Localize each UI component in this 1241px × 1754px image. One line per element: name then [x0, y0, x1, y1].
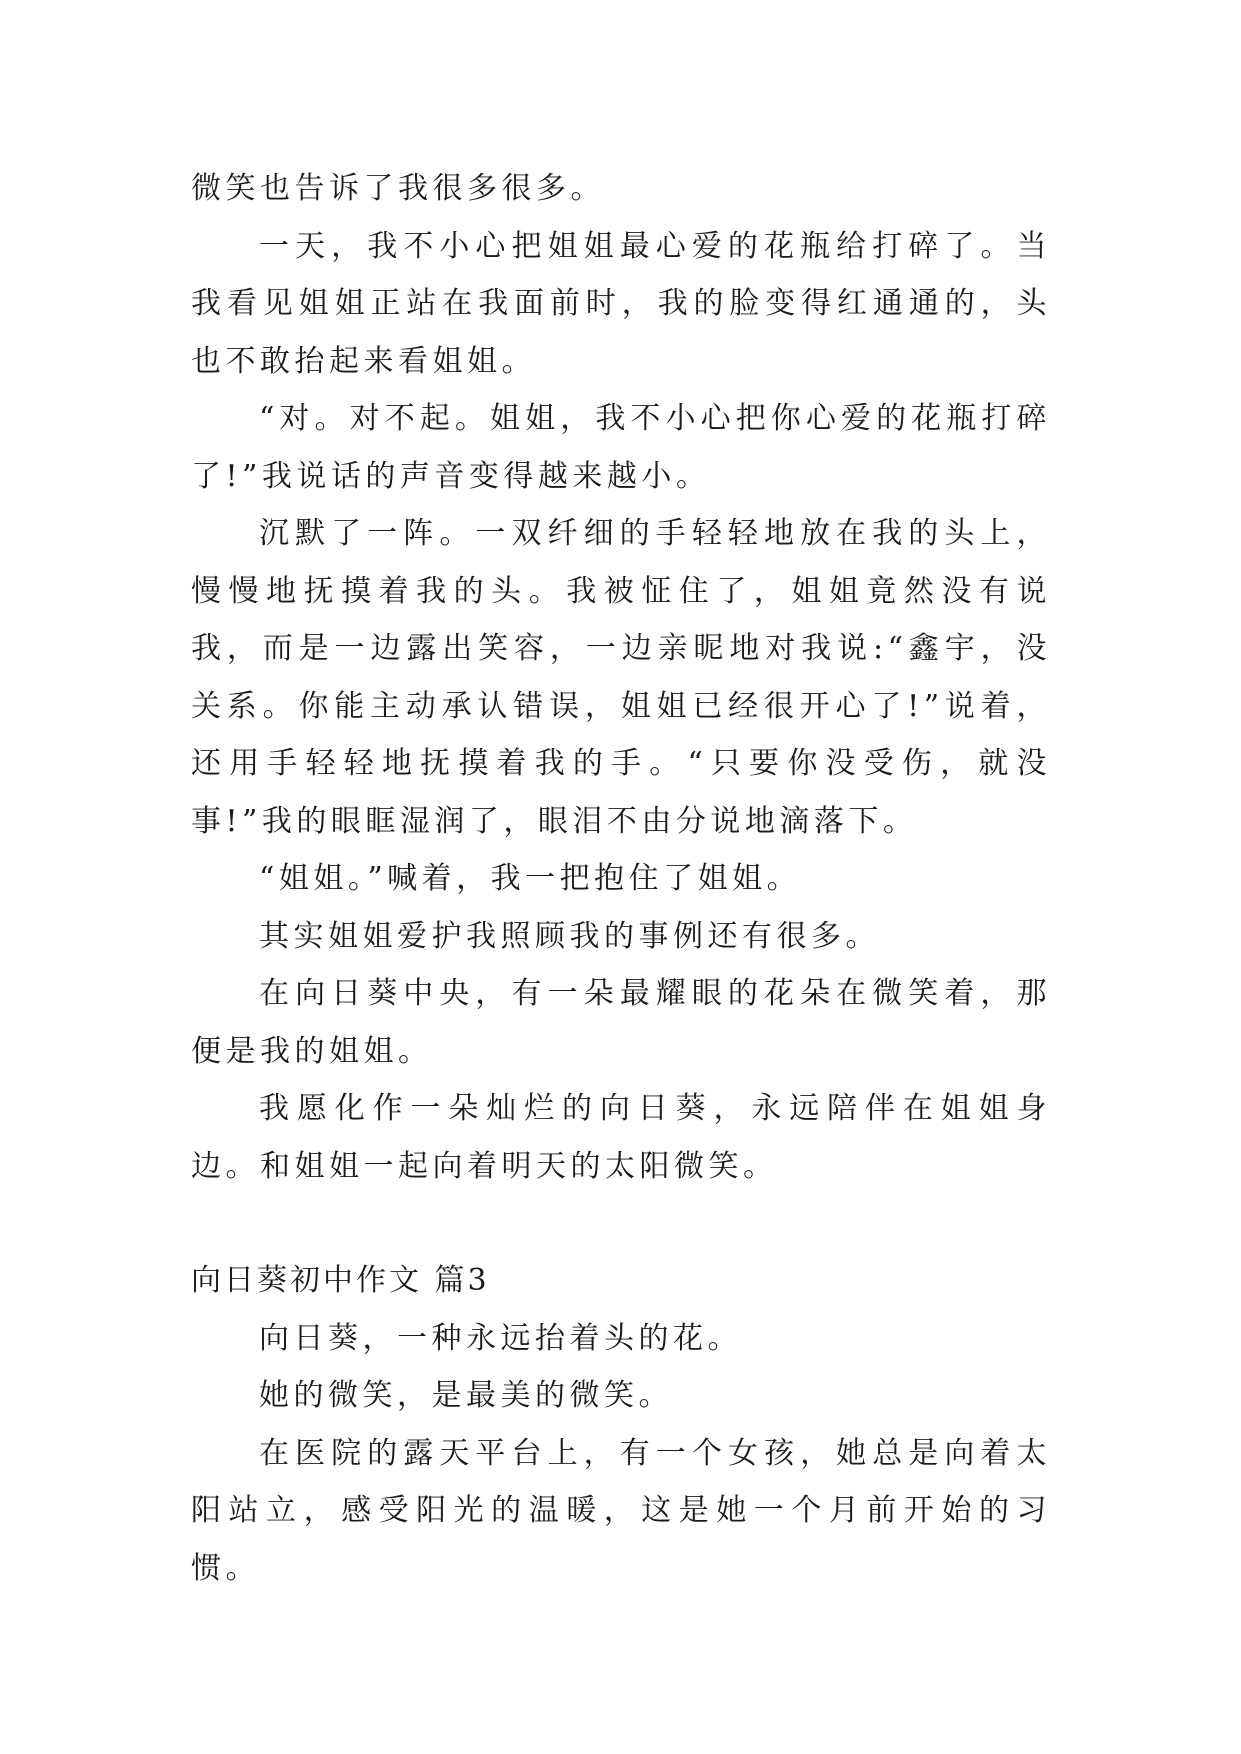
paragraph: 在向日葵中央，有一朵最耀眼的花朵在微笑着，那便是我的姐姐。 [191, 976, 1051, 1069]
paragraph: 向日葵，一种永远抬着头的花。 [259, 1320, 742, 1356]
section-spacer [191, 1195, 1051, 1252]
paragraph: 其实姐姐爱护我照顾我的事例还有很多。 [259, 918, 880, 954]
paragraph-continuation: 微笑也告诉了我很多很多。 [191, 171, 605, 206]
paragraph: 我愿化作一朵灿烂的向日葵，永远陪伴在姐姐身边。和姐姐一起向着明天的太阳微笑。 [191, 1091, 1051, 1184]
paragraph: “姐姐。”喊着，我一把抱住了姐姐。 [259, 861, 802, 896]
paragraph: 在医院的露天平台上，有一个女孩，她总是向着太阳站立，感受阳光的温暖，这是她一个月前开始的习惯。 [191, 1435, 1051, 1586]
paragraph: 沉默了一阵。一双纤细的手轻轻地放在我的头上，慢慢地抚摸着我的头。我被怔住了，姐姐竟然没有说我，而是一边露出笑容，一边亲昵地对我说:“鑫宇，没关系。你能主动承认错误，姐姐已经很开心了!”说着，还用手轻轻地抚摸着我的手。“只要你没受伤，就没事!”我的眼眶湿润了，眼泪不由分说地滴落下。 [191, 516, 1051, 839]
paragraph: “对。对不起。姐姐，我不小心把你心爱的花瓶打碎了!”我说话的声音变得越来越小。 [191, 401, 1051, 494]
document-body [191, 160, 1051, 1597]
section-heading: 向日葵初中作文 篇3 [191, 1263, 490, 1298]
paragraph: 一天，我不小心把姐姐最心爱的花瓶给打碎了。当我看见姐姐正站在我面前时，我的脸变得红通通的，头也不敢抬起来看姐姐。 [191, 228, 1051, 379]
paragraph: 她的微笑，是最美的微笑。 [259, 1378, 673, 1413]
